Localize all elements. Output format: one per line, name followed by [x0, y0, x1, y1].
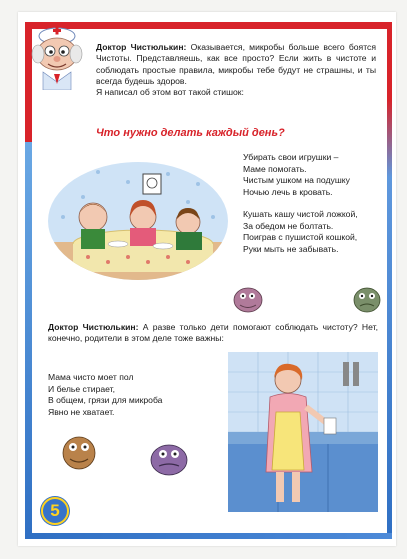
section-title: Что нужно делать каждый день?	[96, 127, 285, 139]
page-number: 5	[41, 497, 69, 525]
poem-mother	[48, 372, 198, 418]
doctor-character-illustration	[28, 22, 86, 90]
poem-line: Чистым ушком на подушку	[243, 175, 350, 185]
intro-paragraph	[96, 42, 376, 98]
poem-daily-rules	[243, 152, 393, 255]
poem-line: Ночью лечь в кровать.	[243, 186, 333, 197]
poem-line: Кушать кашу чистой ложкой,	[243, 209, 358, 219]
mother-washing-dishes-illustration	[228, 352, 378, 512]
frame-right	[387, 22, 392, 539]
poem-line: Явно не хватает.	[48, 406, 115, 417]
microbe-monster-illustration	[143, 432, 195, 482]
intro-line2: Я написал об этом вот такой стишок:	[96, 87, 244, 98]
frame-bottom	[25, 533, 392, 539]
intro-text: Оказывается, микробы больше всего боятся Чистоты. Представляешь, как все просто? Если жить в чистоте и соблюдать простые правила, микробы тебе будут не страшны, и ты всегда будешь здоров.	[96, 42, 377, 86]
intro2-speaker: Доктор Чистюлькин:	[48, 322, 139, 332]
poem-line: За обедом не болтать.	[243, 220, 334, 231]
family-dinner-illustration	[48, 162, 228, 280]
intro-speaker: Доктор Чистюлькин:	[96, 42, 187, 52]
poem-line: Убирать свои игрушки –	[243, 152, 339, 162]
microbe-monster-illustration	[56, 427, 102, 475]
poem-line: Руки мыть не забывать.	[243, 243, 339, 254]
intro2-text: А разве только дети помогают соблюдать чистоту? Нет, конечно, родители в этом деле тоже важны:	[48, 322, 379, 344]
poem-line: И белье стирает,	[48, 383, 115, 394]
poem-line: В общем, грязи для микроба	[48, 395, 163, 405]
frame-left-blue	[25, 142, 32, 539]
page-number-badge	[38, 496, 68, 526]
poem-line: Маме помогать.	[243, 163, 307, 174]
parents-paragraph	[48, 322, 378, 345]
poem-line: Поиграв с пушистой кошкой,	[243, 232, 358, 242]
book-page	[18, 12, 396, 546]
microbe-monster-illustration	[348, 280, 386, 316]
microbe-monster-illustration	[228, 280, 268, 316]
poem-line: Мама чисто моет пол	[48, 372, 134, 382]
